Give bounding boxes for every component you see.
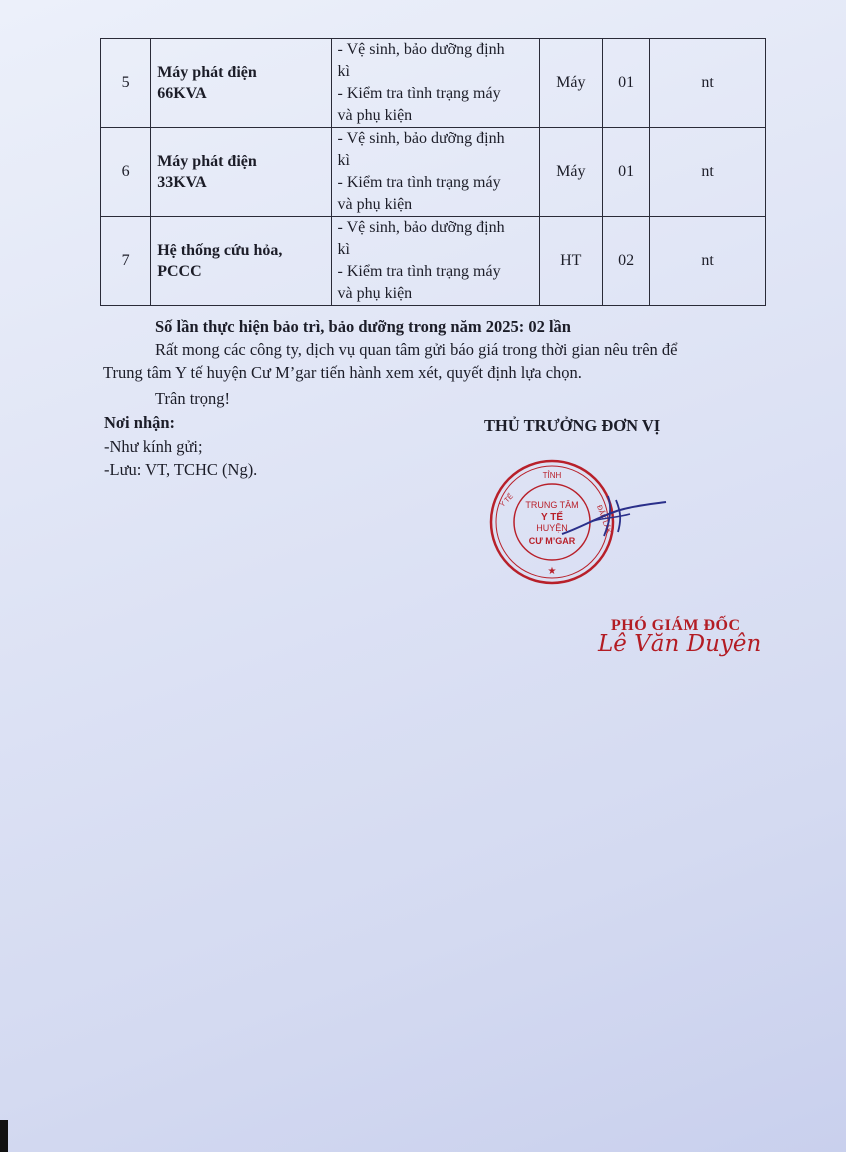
note: nt (650, 217, 766, 306)
head-of-unit-title: THỦ TRƯỞNG ĐƠN VỊ (484, 416, 661, 435)
quantity: 01 (603, 39, 650, 128)
work-line: - Vệ sinh, bảo dưỡng định (337, 41, 505, 58)
svg-text:TỈNH: TỈNH (542, 471, 562, 480)
maintenance-summary: Số lần thực hiện bảo trì, bảo dưỡng trong năm 2025: 02 lần (155, 317, 571, 336)
work-line: kì (337, 241, 350, 258)
row-number: 5 (101, 39, 151, 128)
work-description (331, 217, 539, 306)
table-row (101, 217, 766, 306)
unit: HT (539, 217, 603, 306)
request-paragraph-line1: Rất mong các công ty, dịch vụ quan tâm gửi báo giá trong thời gian nêu trên để (155, 340, 678, 359)
recipient-item: -Lưu: VT, TCHC (Ng). (104, 460, 258, 479)
table-row (101, 128, 766, 217)
equipment-name (151, 128, 331, 217)
work-line: kì (337, 63, 350, 80)
signer-name: Lê Văn Duyên (598, 631, 762, 657)
note: nt (650, 128, 766, 217)
row-number: 6 (101, 128, 151, 217)
svg-text:HUYỆN: HUYỆN (536, 523, 568, 533)
equipment-name-line: 33KVA (157, 174, 207, 191)
equipment-name (151, 217, 331, 306)
scan-edge-bar (0, 1120, 8, 1152)
work-line: - Kiểm tra tình trạng máy (337, 174, 501, 191)
svg-text:★: ★ (547, 566, 557, 577)
recipients-title: Nơi nhận: (104, 413, 176, 432)
unit: Máy (539, 39, 603, 128)
work-description (331, 39, 539, 128)
row-number: 7 (101, 217, 151, 306)
equipment-name-line: Hệ thống cứu hỏa, (157, 242, 283, 259)
work-line: và phụ kiện (337, 107, 413, 124)
svg-text:Y TẾ: Y TẾ (499, 493, 515, 509)
work-line: - Vệ sinh, bảo dưỡng định (337, 130, 505, 147)
quantity: 01 (603, 128, 650, 217)
table-row (101, 39, 766, 128)
work-description (331, 128, 539, 217)
recipient-item: -Như kính gửi; (104, 437, 203, 456)
work-line: và phụ kiện (337, 196, 413, 213)
handwritten-signature (560, 488, 670, 548)
note: nt (650, 39, 766, 128)
work-line: và phụ kiện (337, 285, 413, 302)
work-line: - Kiểm tra tình trạng máy (337, 85, 501, 102)
deputy-director-title: PHÓ GIÁM ĐỐC (611, 617, 741, 634)
quantity: 02 (603, 217, 650, 306)
svg-text:CƯ M’GAR: CƯ M’GAR (528, 536, 576, 546)
work-line: kì (337, 152, 350, 169)
equipment-table (100, 38, 766, 306)
closing-text: Trân trọng! (155, 389, 231, 408)
unit: Máy (539, 128, 603, 217)
svg-text:ĐẮK LẮK: ĐẮK LẮK (595, 504, 612, 535)
equipment-name (151, 39, 331, 128)
work-line: - Kiểm tra tình trạng máy (337, 263, 501, 280)
svg-text:TRUNG TÂM: TRUNG TÂM (525, 500, 579, 510)
equipment-name-line: 66KVA (157, 85, 207, 102)
request-paragraph-line2: Trung tâm Y tế huyện Cư M’gar tiến hành xem xét, quyết định lựa chọn. (103, 363, 582, 382)
svg-text:Y TẾ: Y TẾ (540, 512, 564, 523)
equipment-name-line: PCCC (157, 263, 202, 280)
work-line: - Vệ sinh, bảo dưỡng định (337, 219, 505, 236)
equipment-name-line: Máy phát điện (157, 153, 257, 170)
equipment-name-line: Máy phát điện (157, 64, 257, 81)
